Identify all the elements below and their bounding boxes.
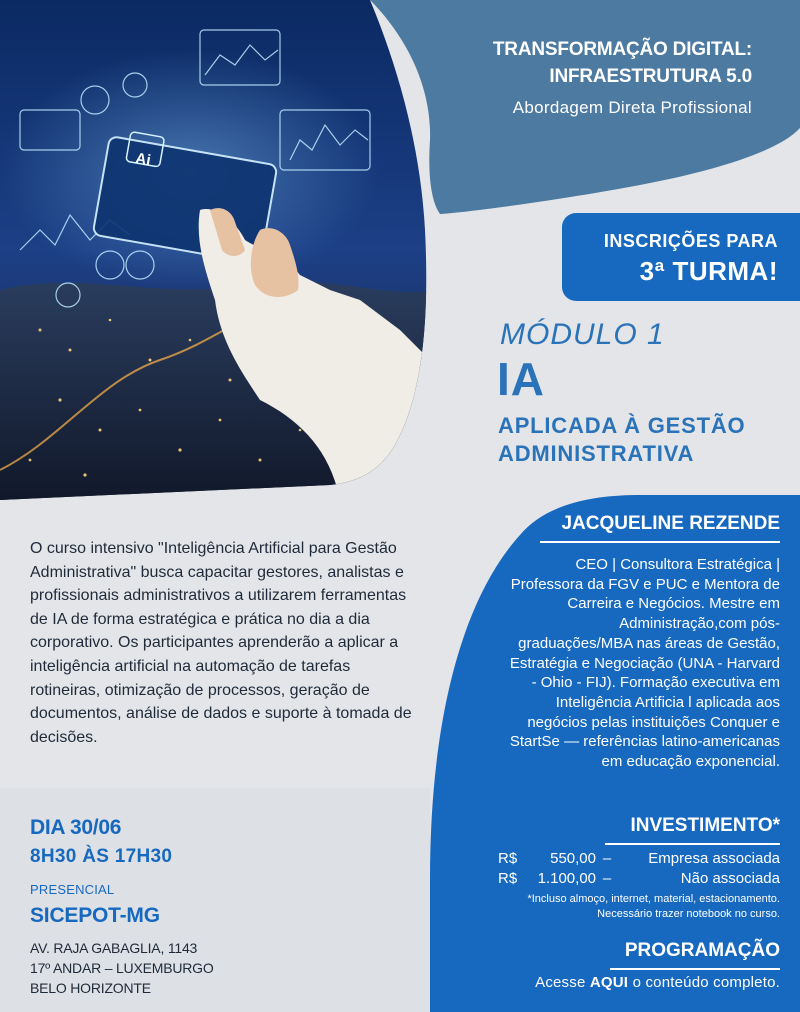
instructor-bio: CEO | Consultora Estratégica | Professora da FGV e PUC e Mentora de Carreira e Negócios. Mestre em Administração,com pós-graduações/MBA nas áreas de Gestão, Estratégia e Negociação (UNA - Harvard - Ohio - FIJ). Formação executiva em Inteligência Artificia l aplicada aos negócios pelas instituições Conquer e StartSe — referências latino-americanas em educação exponencial. (509, 556, 780, 771)
event-time: 8H30 ÀS 17H30 (30, 846, 173, 867)
price-value: 550,00 (550, 850, 596, 867)
price-row (480, 850, 780, 867)
address-line3: BELO HORIZONTE (30, 980, 151, 996)
investment-note-2: Necessário trazer notebook no curso. (597, 908, 780, 920)
schedule-access (535, 974, 780, 991)
access-link[interactable]: AQUI (589, 974, 629, 991)
hero-image (0, 0, 440, 500)
access-suffix: o conteúdo completo. (632, 974, 780, 991)
price-row (480, 870, 780, 887)
enrollment-line1: INSCRIÇÕES PARA (603, 231, 778, 251)
price-dash: – (602, 850, 612, 867)
module-subtitle-line2: ADMINISTRATIVA (498, 441, 695, 466)
module-subtitle-line1: APLICADA À GESTÃO (498, 413, 746, 438)
module-label: MÓDULO 1 (500, 318, 665, 351)
enrollment-line2: 3ª TURMA! (639, 256, 778, 286)
address-line1: AV. RAJA GABAGLIA, 1143 (30, 940, 198, 956)
program-title-line2: INFRAESTRUTURA 5.0 (549, 66, 752, 87)
price-value: 1.100,00 (537, 870, 596, 887)
event-date: DIA 30/06 (30, 816, 122, 839)
schedule-title: PROGRAMAÇÃO (610, 940, 780, 970)
investment-note-1: *Incluso almoço, internet, material, estacionamento. (527, 893, 780, 905)
price-dash: – (602, 870, 612, 887)
instructor-name: JACQUELINE REZENDE (540, 513, 780, 543)
investment-title: INVESTIMENTO* (605, 815, 780, 845)
price-currency: R$ (498, 850, 518, 867)
address-line2: 17º ANDAR – LUXEMBURGO (30, 960, 214, 976)
price-currency: R$ (498, 870, 518, 887)
price-audience: Não associada (680, 870, 780, 887)
event-address (30, 938, 214, 998)
program-subtitle: Abordagem Direta Profissional (512, 98, 752, 117)
enrollment-banner[interactable] (562, 213, 800, 301)
program-title (392, 36, 752, 90)
program-title-line1: TRANSFORMAÇÃO DIGITAL: (492, 39, 752, 60)
price-audience: Empresa associada (648, 850, 780, 867)
course-description: O curso intensivo "Inteligência Artificial para Gestão Administrativa" busca capacitar gestores, analistas e profissionais administrativos a utilizarem ferramentas de IA de forma estratégica e prática no dia a dia corporativo. Os participantes aprenderão a aplicar a inteligência artificial na automação de tarefas rotineiras, otimização de processos, geração de documentos, análise de dados e suporte à tomada de decisões. (30, 540, 412, 746)
access-prefix: Acesse (535, 974, 586, 991)
ai-badge: Ai (134, 149, 152, 170)
event-venue: SICEPOT-MG (30, 904, 160, 927)
module-title: IA (497, 353, 545, 405)
event-mode: PRESENCIAL (30, 882, 115, 897)
module-subtitle (498, 412, 745, 468)
